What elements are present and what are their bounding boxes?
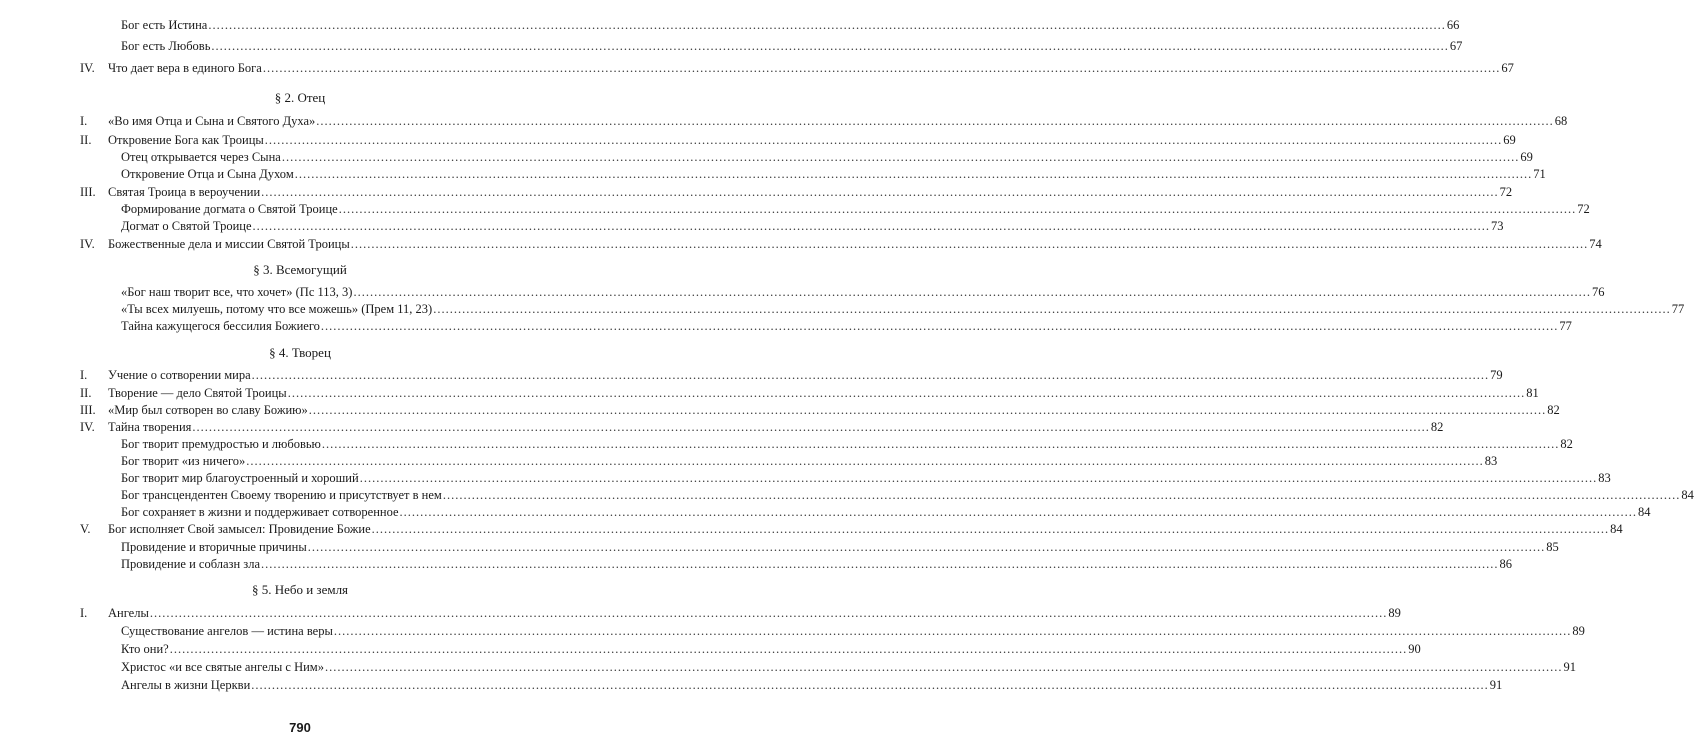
section-heading: § 4. Творец — [269, 345, 331, 360]
page-number: 790 — [289, 720, 311, 735]
entry-title: Бог трансцендентен Своему творению и присутствует в нем — [121, 488, 442, 502]
entry-page-number: 89 — [1572, 624, 1585, 638]
toc-entry[interactable] — [0, 419, 1444, 435]
toc-entry[interactable] — [0, 60, 1514, 76]
toc-entry[interactable] — [0, 184, 1513, 200]
entry-roman-number: IV. — [80, 420, 95, 434]
dot-leader: ............................................................................................................................................................................................................................................................................................................ — [371, 522, 1610, 536]
entry-page-number: 77 — [1671, 302, 1685, 316]
entry-roman-number: I. — [80, 368, 88, 382]
entry-page-number: 66 — [1446, 18, 1460, 32]
entry-page-number: 72 — [1577, 202, 1590, 216]
entry-page-number: 84 — [1638, 505, 1651, 519]
entry-title: Формирование догмата о Святой Троице — [121, 202, 338, 216]
entry-title: Бог творит «из ничего» — [121, 454, 246, 468]
entry-title: Бог творит мир благоустроенный и хороший — [121, 471, 359, 485]
entry-title: Провидение и вторичные причины — [121, 540, 307, 554]
toc-entry[interactable] — [0, 385, 1539, 401]
entry-page-number: 83 — [1598, 471, 1611, 485]
entry-title: Божественные дела и миссии Святой Троицы — [108, 237, 350, 251]
dot-leader: ............................................................................................................................................................................................................................................................................................................ — [308, 403, 1547, 417]
entry-page-number: 67 — [1501, 61, 1514, 75]
section-heading: § 3. Всемогущий — [253, 262, 347, 277]
toc-entry[interactable] — [0, 487, 1694, 503]
entry-page-number: 82 — [1430, 420, 1444, 434]
dot-leader: ............................................................................................................................................................................................................................................................................................................ — [353, 285, 1591, 299]
toc-entry[interactable] — [0, 453, 1498, 469]
dot-leader: ............................................................................................................................................................................................................................................................................................................ — [324, 660, 1563, 674]
dot-leader: ............................................................................................................................................................................................................................................................................................................ — [251, 368, 1490, 382]
dot-leader: ............................................................................................................................................................................................................................................................................................................ — [246, 454, 1484, 468]
dot-leader: ............................................................................................................................................................................................................................................................................................................ — [359, 471, 1598, 485]
dot-leader: ............................................................................................................................................................................................................................................................................................................ — [399, 505, 1638, 519]
entry-page-number: 91 — [1489, 678, 1503, 692]
entry-title: Отец открывается через Сына — [121, 150, 281, 164]
dot-leader: ............................................................................................................................................................................................................................................................................................................ — [261, 557, 1499, 571]
entry-title: Провидение и соблазн зла — [121, 557, 261, 571]
dot-leader: ............................................................................................................................................................................................................................................................................................................ — [251, 678, 1489, 692]
toc-entry[interactable] — [0, 402, 1560, 418]
entry-roman-number: I. — [80, 606, 88, 620]
entry-page-number: 89 — [1388, 606, 1401, 620]
entry-page-number: 79 — [1490, 368, 1503, 382]
dot-leader: ............................................................................................................................................................................................................................................................................................................ — [287, 386, 1526, 400]
entry-roman-number: II. — [80, 133, 92, 147]
toc-entry[interactable] — [0, 113, 1568, 129]
entry-title: Учение о сотворении мира — [108, 368, 251, 382]
dot-leader: ............................................................................................................................................................................................................................................................................................................ — [350, 237, 1589, 251]
entry-page-number: 90 — [1408, 642, 1421, 656]
entry-roman-number: III. — [80, 185, 96, 199]
dot-leader: ............................................................................................................................................................................................................................................................................................................ — [433, 302, 1671, 316]
toc-entry[interactable] — [0, 436, 1573, 452]
toc-entry[interactable] — [0, 367, 1503, 383]
toc-entry[interactable] — [0, 284, 1605, 300]
dot-leader: ............................................................................................................................................................................................................................................................................................................ — [264, 133, 1503, 147]
entry-title: Бог творит премудростью и любовью — [121, 437, 321, 451]
entry-page-number: 86 — [1499, 557, 1513, 571]
entry-roman-number: IV. — [80, 237, 95, 251]
toc-entry[interactable] — [0, 38, 1463, 54]
toc-entry[interactable] — [0, 201, 1590, 217]
toc-entry[interactable] — [0, 539, 1559, 555]
entry-title: «Бог наш творит все, что хочет» (Пс 113, 3) — [121, 285, 353, 299]
entry-title: Догмат о Святой Троице — [121, 219, 252, 233]
entry-page-number: 77 — [1559, 319, 1572, 333]
entry-page-number: 67 — [1449, 39, 1463, 53]
dot-leader: ............................................................................................................................................................................................................................................................................................................ — [307, 540, 1546, 554]
entry-roman-number: III. — [80, 403, 96, 417]
toc-entry[interactable] — [0, 659, 1576, 675]
toc-entry[interactable] — [0, 318, 1572, 334]
entry-page-number: 68 — [1554, 114, 1568, 128]
entry-page-number: 82 — [1560, 437, 1573, 451]
entry-page-number: 74 — [1589, 237, 1602, 251]
entry-roman-number: V. — [80, 522, 91, 536]
entry-page-number: 81 — [1526, 386, 1539, 400]
dot-leader: ............................................................................................................................................................................................................................................................................................................ — [211, 39, 1449, 53]
toc-entry[interactable] — [0, 301, 1685, 317]
entry-title: «Мир был сотворен во славу Божию» — [108, 403, 308, 417]
entry-title: Бог сохраняет в жизни и поддерживает сотворенное — [121, 505, 399, 519]
entry-title: Бог исполняет Свой замысел: Провидение Божие — [108, 522, 371, 536]
dot-leader: ............................................................................................................................................................................................................................................................................................................ — [192, 420, 1430, 434]
entry-title: Тайна творения — [108, 420, 192, 434]
dot-leader: ............................................................................................................................................................................................................................................................................................................ — [281, 150, 1520, 164]
dot-leader: ............................................................................................................................................................................................................................................................................................................ — [320, 319, 1559, 333]
entry-page-number: 69 — [1503, 133, 1516, 147]
toc-entry[interactable] — [0, 17, 1460, 33]
dot-leader: ............................................................................................................................................................................................................................................................................................................ — [252, 219, 1491, 233]
dot-leader: ............................................................................................................................................................................................................................................................................................................ — [261, 185, 1499, 199]
entry-title: Откровение Отца и Сына Духом — [121, 167, 294, 181]
toc-entry[interactable] — [0, 236, 1602, 252]
entry-title: Тайна кажущегося бессилия Божиего — [121, 319, 320, 333]
entry-title: Творение — дело Святой Троицы — [108, 386, 287, 400]
dot-leader: ............................................................................................................................................................................................................................................................................................................ — [169, 642, 1408, 656]
toc-entry[interactable] — [0, 470, 1611, 486]
entry-page-number: 69 — [1520, 150, 1533, 164]
toc-entry[interactable] — [0, 166, 1546, 182]
entry-title: Бог есть Истина — [121, 18, 208, 32]
toc-entry[interactable] — [0, 504, 1651, 520]
entry-roman-number: I. — [80, 114, 88, 128]
dot-leader: ............................................................................................................................................................................................................................................................................................................ — [316, 114, 1554, 128]
dot-leader: ............................................................................................................................................................................................................................................................................................................ — [262, 61, 1501, 75]
toc-entry[interactable] — [0, 605, 1401, 621]
entry-title: Кто они? — [121, 642, 169, 656]
dot-leader: ............................................................................................................................................................................................................................................................................................................ — [338, 202, 1577, 216]
entry-title: Бог есть Любовь — [121, 39, 211, 53]
entry-title: «Во имя Отца и Сына и Святого Духа» — [108, 114, 316, 128]
entry-page-number: 76 — [1591, 285, 1605, 299]
dot-leader: ............................................................................................................................................................................................................................................................................................................ — [149, 606, 1388, 620]
entry-title: Откровение Бога как Троицы — [108, 133, 264, 147]
entry-page-number: 83 — [1484, 454, 1498, 468]
entry-page-number: 84 — [1681, 488, 1694, 502]
entry-title: «Ты всех милуешь, потому что все можешь» (Прем 11, 23) — [121, 302, 433, 316]
entry-page-number: 84 — [1610, 522, 1623, 536]
entry-page-number: 73 — [1491, 219, 1504, 233]
dot-leader: ............................................................................................................................................................................................................................................................................................................ — [208, 18, 1446, 32]
entry-page-number: 72 — [1499, 185, 1513, 199]
toc-entry[interactable] — [0, 623, 1585, 639]
section-heading: § 5. Небо и земля — [251, 582, 349, 597]
entry-title: Ангелы — [108, 606, 149, 620]
toc-entry[interactable] — [0, 641, 1421, 657]
section-heading: § 2. Отец — [274, 90, 326, 105]
entry-title: Существование ангелов — истина веры — [121, 624, 333, 638]
toc-entry[interactable] — [0, 132, 1516, 148]
dot-leader: ............................................................................................................................................................................................................................................................................................................ — [333, 624, 1572, 638]
entry-roman-number: II. — [80, 386, 92, 400]
dot-leader: ............................................................................................................................................................................................................................................................................................................ — [442, 488, 1681, 502]
toc-entry[interactable] — [0, 556, 1513, 572]
entry-roman-number: IV. — [80, 61, 95, 75]
entry-title: Ангелы в жизни Церкви — [121, 678, 251, 692]
dot-leader: ............................................................................................................................................................................................................................................................................................................ — [294, 167, 1533, 181]
entry-title: Что дает вера в единого Бога — [108, 61, 262, 75]
toc-entry[interactable] — [0, 677, 1503, 693]
entry-page-number: 85 — [1546, 540, 1559, 554]
entry-page-number: 82 — [1547, 403, 1560, 417]
entry-page-number: 71 — [1533, 167, 1546, 181]
toc-entry[interactable] — [0, 521, 1623, 537]
toc-entry[interactable] — [0, 149, 1533, 165]
entry-title: Святая Троица в вероучении — [108, 185, 261, 199]
entry-title: Христос «и все святые ангелы с Ним» — [121, 660, 324, 674]
entry-page-number: 91 — [1563, 660, 1576, 674]
dot-leader: ............................................................................................................................................................................................................................................................................................................ — [321, 437, 1560, 451]
toc-entry[interactable] — [0, 218, 1504, 234]
